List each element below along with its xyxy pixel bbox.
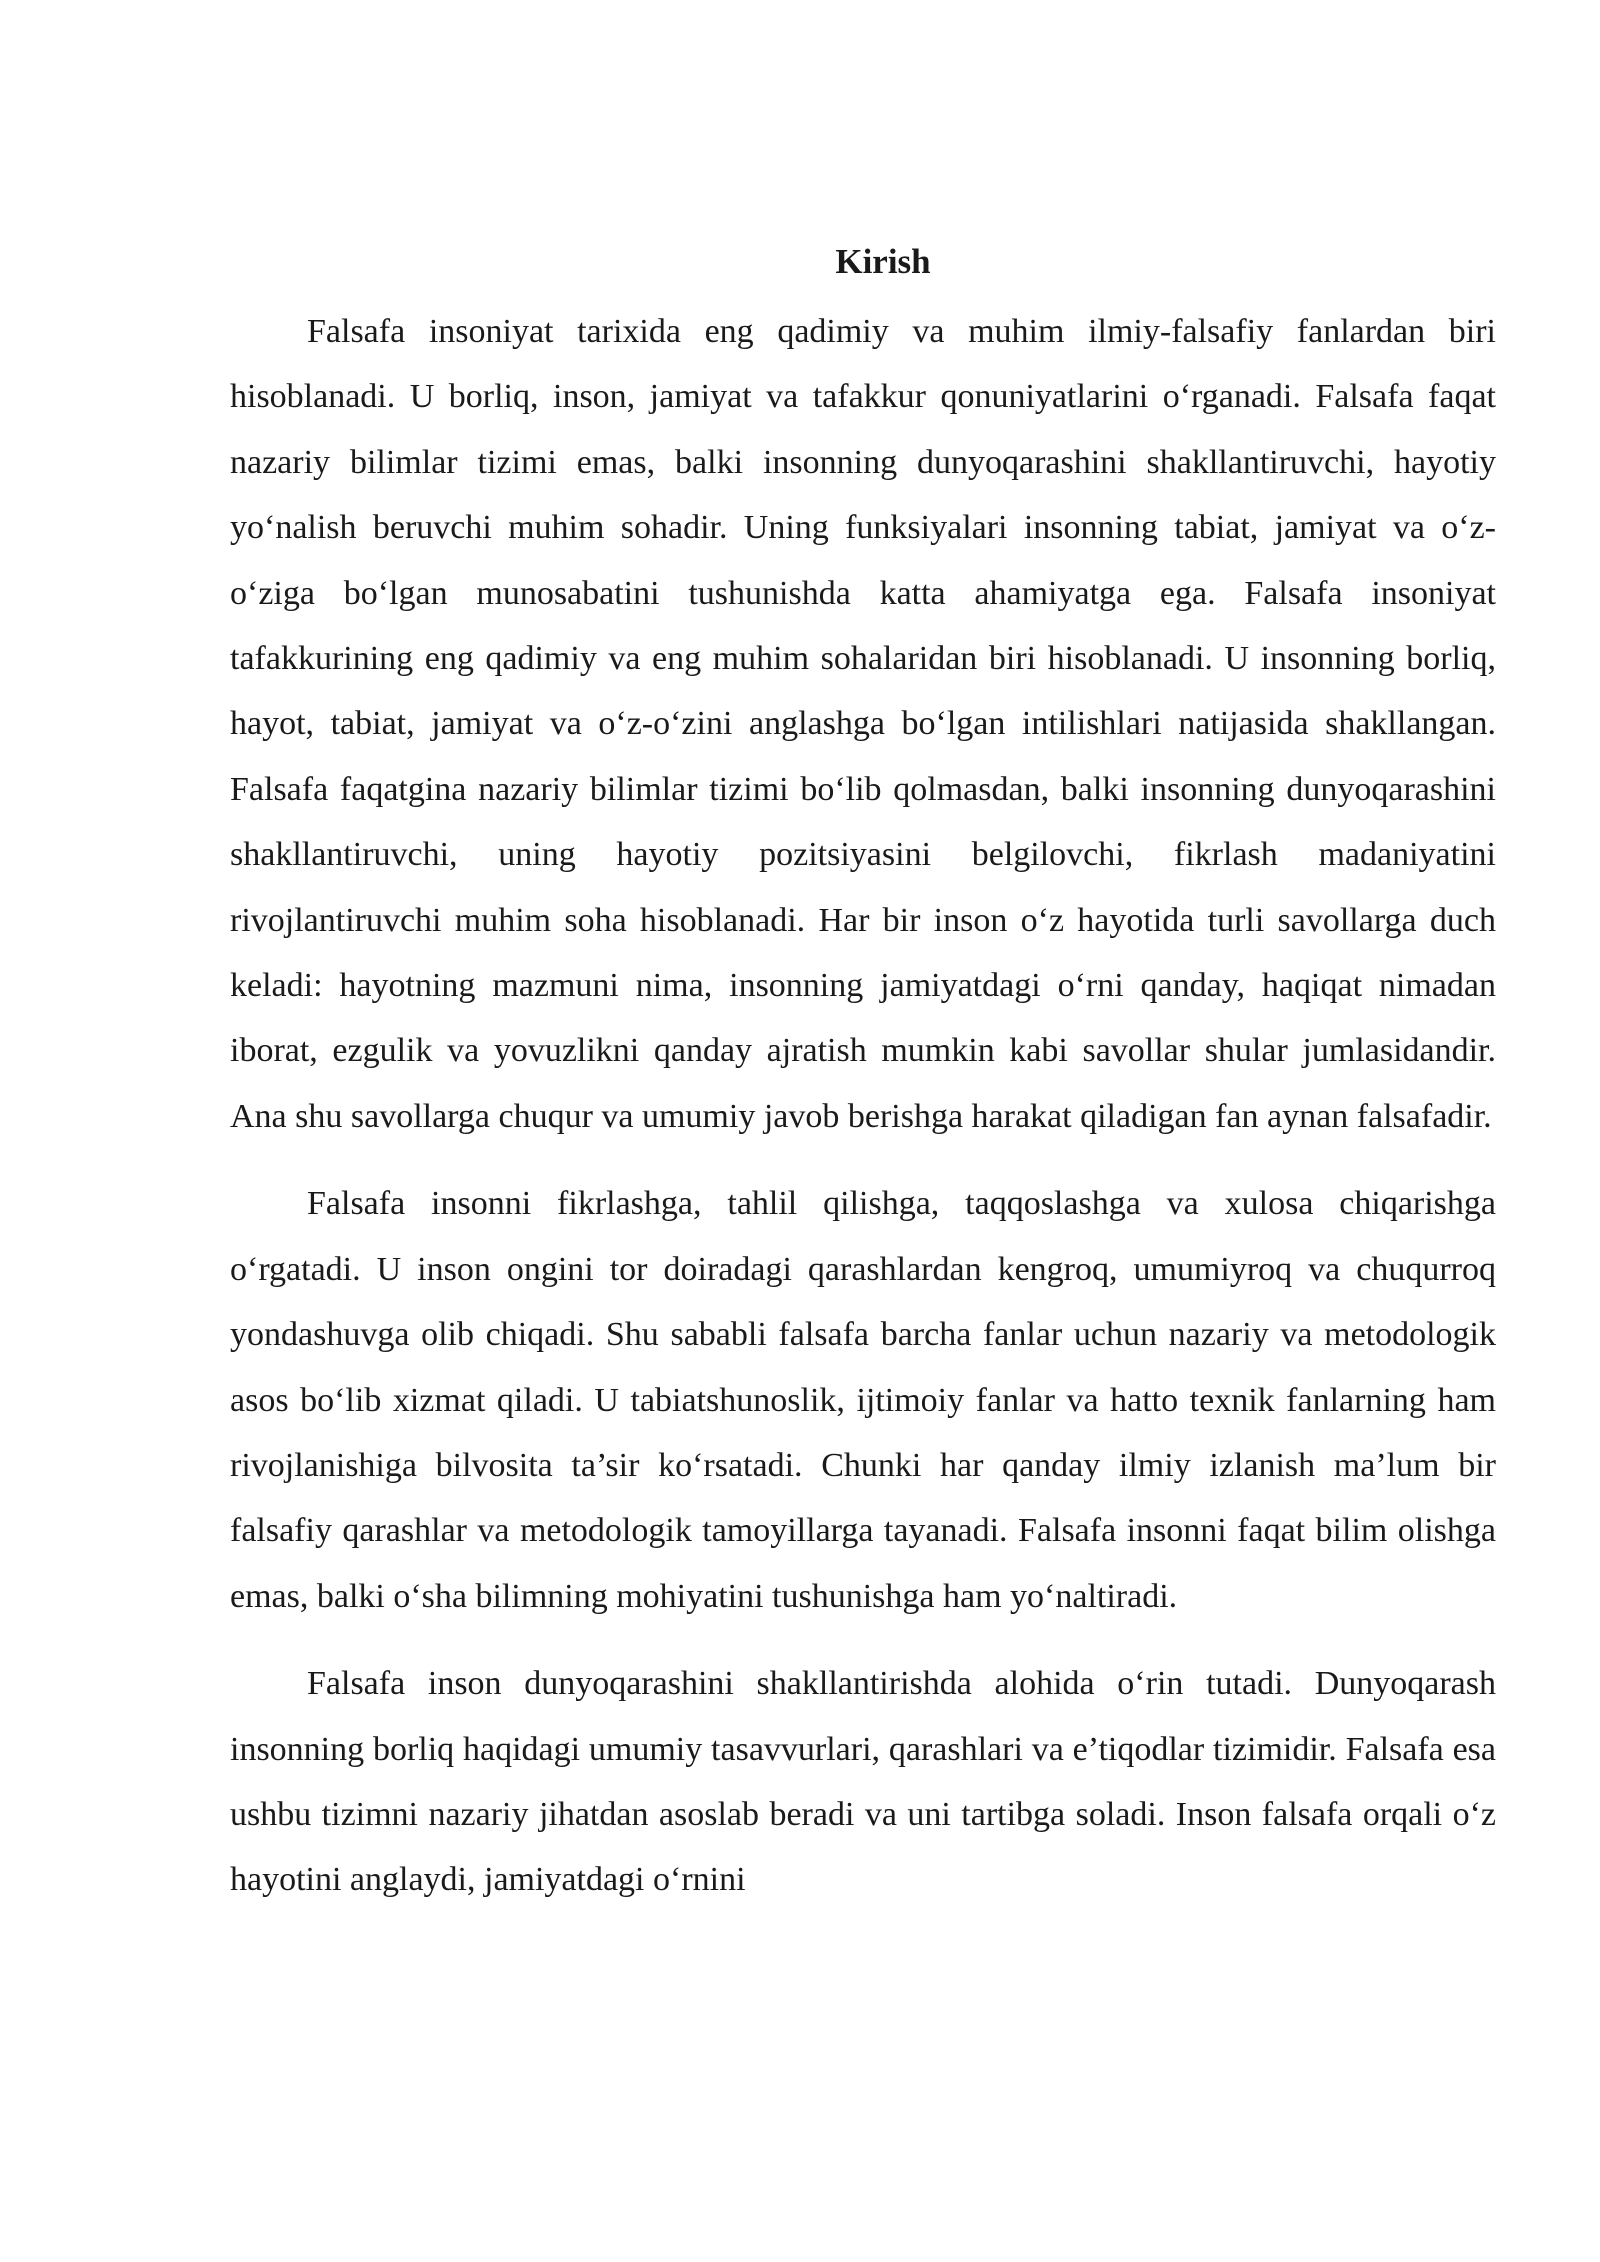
- page-title: Kirish: [835, 242, 931, 281]
- paragraph-2: Falsafa insonni fikrlashga, tahlil qilishga, taqqoslashga va xulosa chiqarishga o‘rgatadi. U inson ongini tor doiradagi qarashlardan kengroq, umumiyroq va chuqurroq yondashuvga olib chiqadi. Shu sababli falsafa barcha fanlar uchun nazariy va metodologik asos bo‘lib xizmat qiladi. U tabiatshunoslik, ijtimoiy fanlar va hatto texnik fanlarning ham rivojlanishiga bilvosita ta’sir ko‘rsatadi. Chunki har qanday ilmiy izlanish ma’lum bir falsafiy qarashlar va metodologik tamoyillarga tayanadi. Falsafa insonni faqat bilim olishga emas, balki o‘sha bilimning mohiyatini tushunishga ham yo‘naltiradi.: [230, 1185, 1496, 1615]
- paragraph-1: Falsafa insoniyat tarixida eng qadimiy va muhim ilmiy-falsafiy fanlardan biri hisoblanadi. U borliq, inson, jamiyat va tafakkur qonuniyatlarini o‘rganadi. Falsafa faqat nazariy bilimlar tizimi emas, balki insonning dunyoqarashini shakllantiruvchi, hayotiy yo‘nalish beruvchi muhim sohadir. Uning funksiyalari insonning tabiat, jamiyat va o‘z-o‘ziga bo‘lgan munosabatini tushunishda katta ahamiyatga ega. Falsafa insoniyat tafakkurining eng qadimiy va eng muhim sohalaridan biri hisoblanadi. U insonning borliq, hayot, tabiat, jamiyat va o‘z-o‘zini anglashga bo‘lgan intilishlari natijasida shakllangan. Falsafa faqatgina nazariy bilimlar tizimi bo‘lib qolmasdan, balki insonning dunyoqarashini shakllantiruvchi, uning hayotiy pozitsiyasini belgilovchi, fikrlash madaniyatini rivojlantiruvchi muhim soha hisoblanadi. Har bir inson o‘z hayotida turli savollarga duch keladi: hayotning mazmuni nima, insonning jamiyatdagi o‘rni qanday, haqiqat nimadan iborat, ezgulik va yovuzlikni qanday ajratish mumkin kabi savollar shular jumlasidandir. Ana shu savollarga chuqur va umumiy javob berishga harakat qiladigan fan aynan falsafadir.: [230, 313, 1496, 1135]
- document-page: [230, 235, 1496, 1935]
- paragraph-3: Falsafa inson dunyoqarashini shakllantirishda alohida o‘rin tutadi. Dunyoqarash insonning borliq haqidagi umumiy tasavvurlari, qarashlari va e’tiqodlar tizimidir. Falsafa esa ushbu tizimni nazariy jihatdan asoslab beradi va uni tartibga soladi. Inson falsafa orqali o‘z hayotini anglaydi, jamiyatdagi o‘rnini: [230, 1665, 1496, 1899]
